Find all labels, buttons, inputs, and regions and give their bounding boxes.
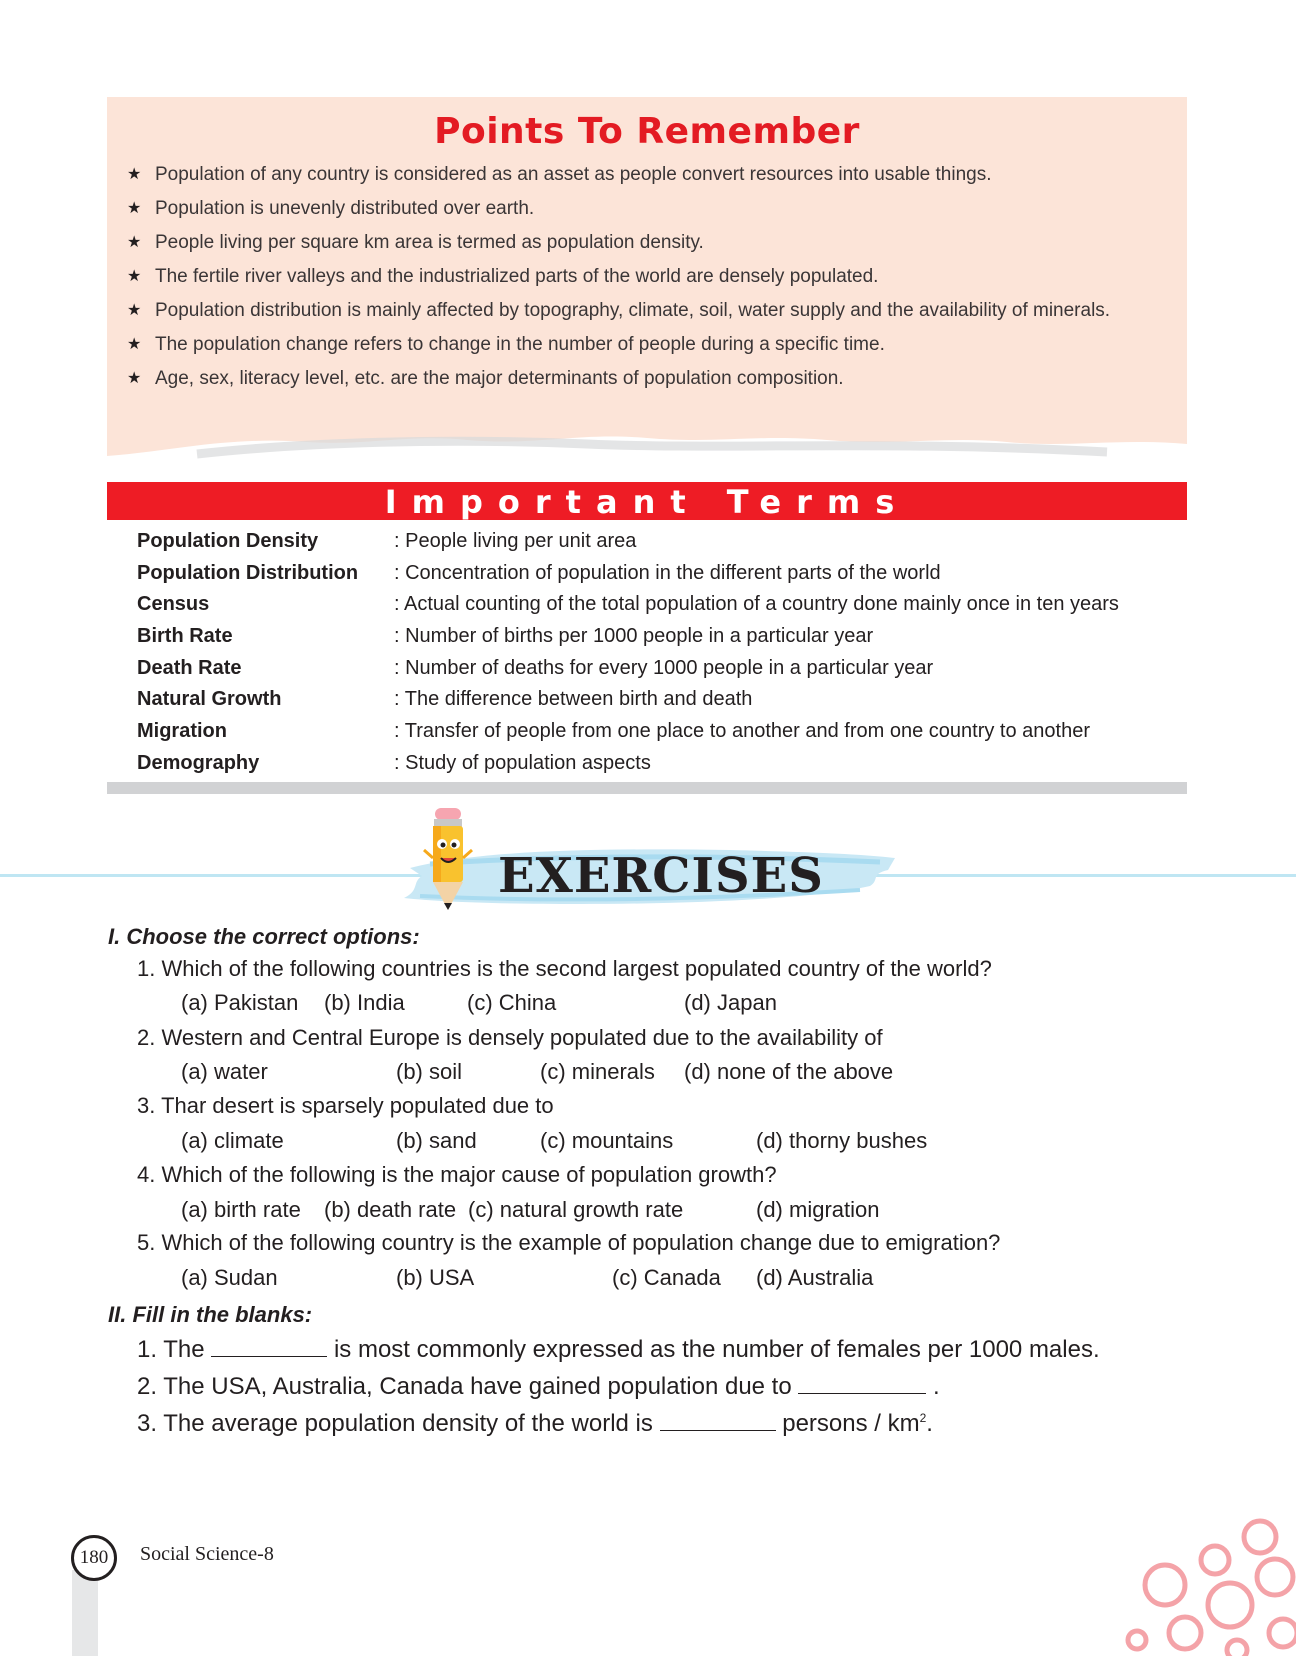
star-icon: ★ xyxy=(127,200,142,217)
term-definition: : The difference between birth and death xyxy=(394,688,753,711)
answer-option: (d) Japan xyxy=(684,990,777,1015)
term-row xyxy=(137,621,1187,653)
blank-line xyxy=(660,1408,776,1431)
point-item: ★ Population is unevenly distributed over earth. xyxy=(127,195,1177,222)
answer-option: (d) none of the above xyxy=(684,1059,894,1084)
term-row xyxy=(137,716,1187,748)
decorative-circles-icon xyxy=(1125,1515,1296,1656)
question-text: 3. Thar desert is sparsely populated due to xyxy=(137,1093,554,1118)
answer-option: (c) mountains xyxy=(540,1128,674,1153)
points-to-remember-title: Points To Remember xyxy=(434,111,860,152)
blank-line xyxy=(798,1371,926,1394)
star-icon: ★ xyxy=(127,234,142,251)
term-row xyxy=(137,589,1187,621)
answer-option: (a) climate xyxy=(181,1128,284,1153)
answer-option: (b) death rate xyxy=(324,1197,457,1222)
term-name: Population Density xyxy=(137,530,319,552)
term-row xyxy=(137,684,1187,716)
term-definition: : Number of deaths for every 1000 people in a particular year xyxy=(394,656,934,679)
important-terms-bar xyxy=(107,482,1187,520)
question-text: 2. Western and Central Europe is densely populated due to the availability of xyxy=(137,1025,883,1050)
question-text: 4. Which of the following is the major cause of population growth? xyxy=(137,1162,777,1187)
term-name: Census xyxy=(137,593,210,616)
answer-option: (a) Pakistan xyxy=(181,990,299,1015)
footer-side-strip xyxy=(72,1570,98,1656)
star-icon: ★ xyxy=(127,336,142,353)
star-icon: ★ xyxy=(127,166,142,183)
term-name: Population Distribution xyxy=(137,561,359,584)
fill-blank-item: 3. The average population density of the world is persons / $km^2$. xyxy=(137,1410,933,1437)
exercises-title: EXERCISES xyxy=(498,848,824,904)
star-icon: ★ xyxy=(127,302,142,319)
answer-option: (b) soil xyxy=(396,1059,463,1084)
answer-option: (a) water xyxy=(181,1059,268,1084)
answer-option: (b) sand xyxy=(396,1128,477,1153)
term-definition: : Actual counting of the total population of a country done mainly once in ten years xyxy=(394,593,1119,616)
fill-blank-item: 2. The USA, Australia, Canada have gained population due to . xyxy=(137,1373,940,1400)
important-terms-heading: Important Terms xyxy=(384,483,910,521)
term-name: Natural Growth xyxy=(137,688,282,711)
point-item: ★ Population of any country is considered as an asset as people convert resources into usable things. xyxy=(127,161,1177,188)
star-icon: ★ xyxy=(127,268,142,285)
star-icon: ★ xyxy=(127,370,142,387)
term-name: Migration xyxy=(137,720,227,743)
section-heading-fill-blanks: II. Fill in the blanks: xyxy=(108,1302,313,1327)
question-text: 5. Which of the following country is the example of population change due to emigration? xyxy=(137,1230,1001,1255)
points-list xyxy=(127,161,1177,399)
term-definition: : Study of population aspects xyxy=(394,751,651,774)
term-row xyxy=(137,653,1187,685)
point-item: ★ Age, sex, literacy level, etc. are the major determinants of population composition. xyxy=(127,365,1177,392)
point-item: ★ Population distribution is mainly affected by topography, climate, soil, water supply and the availability of minerals. xyxy=(127,297,1177,324)
term-definition: : Number of births per 1000 people in a particular year xyxy=(394,625,874,648)
point-item: ★ The population change refers to change in the number of people during a specific time. xyxy=(127,331,1177,358)
points-to-remember-panel xyxy=(107,97,1187,471)
section-heading-choose: I. Choose the correct options: xyxy=(108,924,420,949)
book-title: Social Science-8 xyxy=(140,1543,274,1565)
answer-option: (d) Australia xyxy=(756,1265,874,1290)
torn-paper-edge xyxy=(107,430,1187,474)
term-row xyxy=(137,526,1187,558)
answer-option: (c) Canada xyxy=(612,1265,721,1290)
term-name: Death Rate xyxy=(137,656,242,679)
answer-option: (a) birth rate xyxy=(181,1197,301,1222)
term-definition: : People living per unit area xyxy=(394,530,637,552)
answer-option: (b) India xyxy=(324,990,405,1015)
answer-option: (d) thorny bushes xyxy=(756,1128,928,1153)
answer-option: (c) natural growth rate xyxy=(468,1197,684,1222)
term-name: Demography xyxy=(137,751,260,774)
term-row xyxy=(137,748,1187,780)
answer-option: (b) USA xyxy=(396,1265,475,1290)
term-name: Birth Rate xyxy=(137,625,233,648)
point-item: ★ People living per square km area is termed as population density. xyxy=(127,229,1177,256)
terms-divider xyxy=(107,782,1187,794)
term-definition: : Concentration of population in the different parts of the world xyxy=(394,561,941,584)
terms-list xyxy=(137,526,1187,780)
question-text: 1. Which of the following countries is the second largest populated country of the world? xyxy=(137,956,992,981)
answer-option: (a) Sudan xyxy=(181,1265,278,1290)
fill-blank-item: 1. The is most commonly expressed as the number of females per 1000 males. xyxy=(137,1336,1100,1363)
blank-line xyxy=(211,1334,327,1357)
pencil-mascot-icon xyxy=(418,806,478,914)
answer-option: (c) minerals xyxy=(540,1059,655,1084)
answer-option: (c) China xyxy=(467,990,557,1015)
answer-option: (d) migration xyxy=(756,1197,880,1222)
term-row xyxy=(137,558,1187,590)
term-definition: : Transfer of people from one place to another and from one country to another xyxy=(394,720,1090,743)
point-item: ★ The fertile river valleys and the industrialized parts of the world are densely populated. xyxy=(127,263,1177,290)
page-number: 180 xyxy=(71,1535,117,1581)
